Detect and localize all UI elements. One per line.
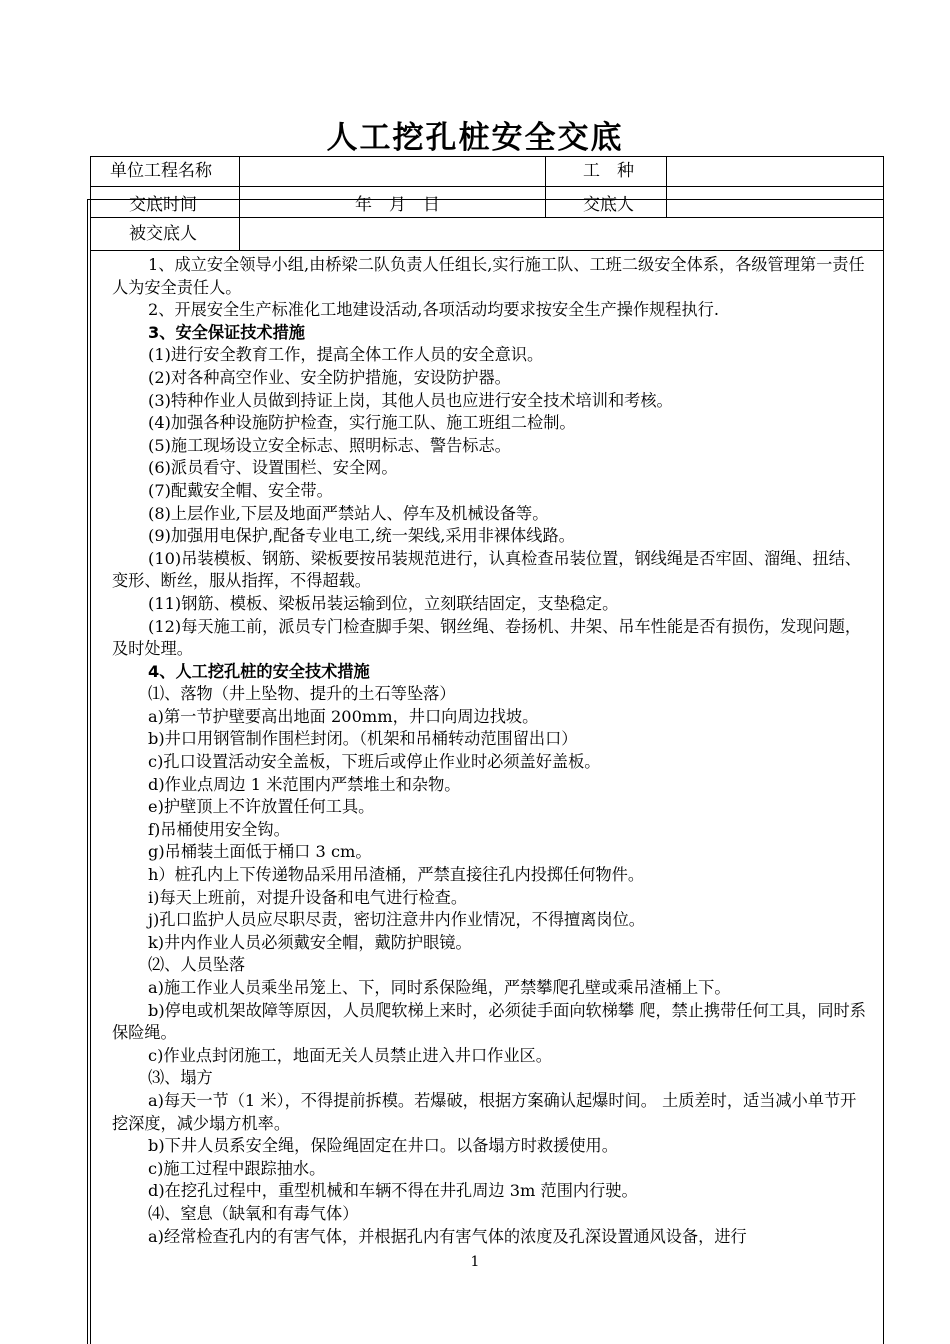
work-type-value[interactable]	[676, 161, 876, 181]
body-paragraph: c)孔口设置活动安全盖板，下班后或停止作业时必须盖好盖板。	[148, 752, 601, 772]
body-paragraph: (1)进行安全教育工作，提高全体工作人员的安全意识。	[148, 345, 544, 365]
body-paragraph: (9)加强用电保护,配备专业电工,统一架线,采用非裸体线路。	[148, 526, 575, 546]
recipient-value[interactable]	[250, 224, 870, 244]
body-paragraph: (11)钢筋、模板、梁板吊装运输到位，立刻联结固定，支垫稳定。	[148, 593, 619, 613]
body-paragraph: a)经常检查孔内的有害气体，并根据孔内有害气体的浓度及孔深设置通风设备，进行	[148, 1226, 747, 1246]
body-paragraph: b)下井人员系安全绳，保险绳固定在井口。以备塌方时救援使用。	[148, 1136, 618, 1156]
body-paragraph: (10)吊装模板、钢筋、梁板要按吊装规范进行，认真检查吊装位置，钢线绳是否牢固、溜绳、扭结、变形、断丝，服从指挥，不得超载。	[112, 548, 862, 591]
body-paragraph: (6)派员看守、设置围栏、安全网。	[148, 458, 398, 478]
body-paragraph: 2、开展安全生产标准化工地建设活动,各项活动均要求按安全生产操作规程执行.	[148, 300, 719, 320]
body-paragraph: c)施工过程中跟踪抽水。	[148, 1158, 326, 1178]
row-divider-3	[90, 250, 884, 251]
presenter-value[interactable]	[676, 195, 876, 215]
body-paragraph: j)孔口监护人员应尽职尽责，密切注意井内作业情况，不得擅离岗位。	[148, 910, 645, 930]
body-paragraph: a)第一节护壁要高出地面 200mm，井口向周边找坡。	[148, 706, 539, 726]
body-paragraph: d)作业点周边 1 米范围内严禁堆土和杂物。	[148, 774, 461, 794]
unit-project-label: 单位工程名称	[110, 161, 212, 181]
frame-top-border	[90, 156, 884, 157]
body-paragraph: (3)特种作业人员做到持证上岗，其他人员也应进行安全技术培训和考核。	[148, 390, 673, 410]
body-paragraph: f)吊桶使用安全钩。	[148, 819, 290, 839]
frame-right-border	[883, 156, 884, 1344]
section-heading: 3、安全保证技术措施	[148, 322, 305, 342]
section-heading: 4、人工挖孔桩的安全技术措施	[148, 661, 370, 681]
presenter-label: 交底人	[583, 195, 634, 215]
row-divider-1	[90, 186, 884, 187]
unit-project-value[interactable]	[250, 161, 540, 181]
body-paragraph: a)施工作业人员乘坐吊笼上、下，同时系保险绳，严禁攀爬孔壁或乘吊渣桶上下。	[148, 978, 731, 997]
date-label: 交底时间	[129, 195, 197, 215]
body-paragraph: (8)上层作业,下层及地面严禁站人、停车及机械设备等。	[148, 503, 549, 523]
body-paragraph: (5)施工现场设立安全标志、照明标志、警告标志。	[148, 435, 511, 455]
page-number: 1	[470, 1254, 480, 1270]
body-paragraph: (12)每天施工前，派员专门检查脚手架、钢丝绳、卷扬机、井架、吊车性能是否有损伤，发现问题，及时处理。	[112, 616, 862, 659]
body-paragraph: 1、成立安全领导小组,由桥梁二队负责人任组长,实行施工队、工班二级安全体系，各级管理第一责任人为安全责任人。	[112, 255, 865, 297]
body-paragraph: a)每天一节（1 米），不得提前拆模。若爆破，根据方案确认起爆时间。 土质差时，适当减小单节开挖深度，减少塌方机率。	[112, 1090, 857, 1133]
col-divider-2	[545, 156, 546, 217]
recipient-label: 被交底人	[129, 224, 197, 244]
frame-left-border	[90, 156, 91, 1344]
body-paragraph: ⑶、塌方	[148, 1068, 213, 1088]
body-paragraph: e)护壁顶上不许放置任何工具。	[148, 797, 375, 817]
body-paragraph: k)井内作业人员必须戴安全帽，戴防护眼镜。	[148, 932, 472, 952]
body-paragraph: ⑵、人员坠落	[148, 955, 246, 975]
col-divider-1	[239, 156, 240, 217]
body-paragraph: g)吊桶装土面低于桶口 3 cm。	[148, 842, 372, 862]
col-divider-3	[666, 156, 667, 217]
row-divider-2	[90, 217, 884, 218]
body-paragraph: (2)对各种高空作业、安全防护措施，安设防护器。	[148, 367, 511, 387]
body-paragraph: d)在挖孔过程中，重型机械和车辆不得在井孔周边 3m 范围内行驶。	[148, 1181, 638, 1201]
body-paragraph: ⑷、窒息（缺氧和有毒气体）	[148, 1203, 359, 1223]
date-value[interactable]: 年 月 日	[355, 195, 440, 215]
body-paragraph: (7)配戴安全帽、安全带。	[148, 480, 333, 500]
body-paragraph: ⑴、落物（井上坠物、提升的土石等坠落）	[148, 684, 456, 704]
body-paragraph: b)停电或机架故障等原因，人员爬软梯上来时，必须徒手面向软梯攀 爬，禁止携带任何工具，同时系保险绳。	[112, 1000, 866, 1043]
document-body	[112, 254, 872, 1248]
document-title: 人工挖孔桩安全交底	[326, 120, 624, 156]
col-divider-4	[239, 217, 240, 250]
body-paragraph: (4)加强各种设施防护检查，实行施工队、施工班组二检制。	[148, 413, 576, 433]
work-type-label: 工 种	[583, 161, 634, 181]
body-paragraph: i)每天上班前，对提升设备和电气进行检查。	[148, 887, 468, 907]
body-paragraph: h）桩孔内上下传递物品采用吊渣桶，严禁直接往孔内投掷任何物件。	[148, 865, 645, 885]
body-paragraph: b)井口用钢管制作围栏封闭。（机架和吊桶转动范围留出口）	[148, 729, 578, 749]
frame-left-stub	[87, 199, 88, 1344]
body-paragraph: c)作业点封闭施工，地面无关人员禁止进入井口作业区。	[148, 1045, 552, 1065]
